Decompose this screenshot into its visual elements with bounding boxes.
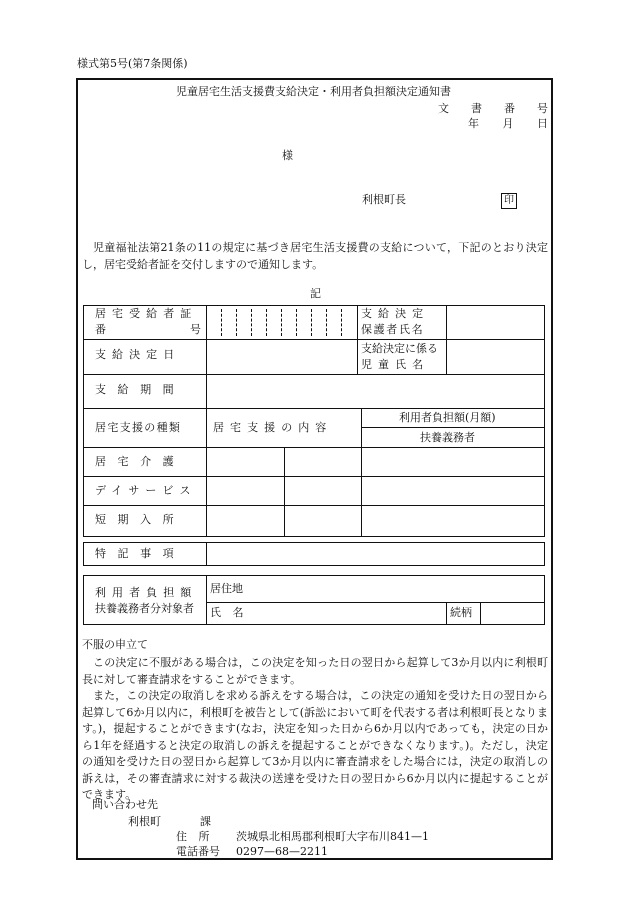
objection-title: 不服の申立て	[82, 638, 148, 651]
supporter-label: 扶養義務者	[420, 431, 475, 444]
support-type-label: 居宅支援の種類	[95, 421, 182, 434]
recipient-cert-label: 居宅受給者証	[95, 307, 198, 320]
burden-monthly-label: 利用者負担額(月額)	[399, 411, 496, 424]
table-line	[446, 305, 447, 374]
date-char: 月	[502, 117, 514, 130]
doc-char: 文	[438, 102, 449, 115]
doc-char: 番	[504, 102, 515, 115]
contact-dept: 課	[200, 815, 211, 828]
table-line	[206, 305, 207, 537]
table-line	[83, 447, 545, 448]
document-title: 児童居宅生活支援費支給決定・利用者負担額決定通知書	[176, 85, 451, 98]
contact-phone: 0297—68—2211	[236, 845, 328, 858]
seal-mark: 印	[501, 193, 517, 209]
support-content-label: 居宅支援の内容	[213, 421, 333, 434]
table-line	[83, 374, 545, 375]
objection-paragraph-2: また，この決定の取消しを求める訴えをする場合は，この決定の通知を受けた日の翌日から起算して6か月以内に，利根町を被告として(訴訟において町を代表する者は利根町長となります。)，提起することができます(なお，決定を知った日から6か月以内であっても，決定の日から1年を経過すると決定の取消しの訴えを提起することができなくなります。)。ただし，決定の通知を受けた日の翌日から起算して3か月以内に審査請求をした場合には，決定の取消しの訴えは，その審査請求に対する裁決の送達を受けた日の翌日から6か月以内に提起することができます。	[82, 689, 548, 801]
digit-divider	[311, 309, 312, 336]
ki-mark: 記	[310, 287, 321, 300]
issuer: 利根町長	[362, 193, 406, 206]
row-label-day-service: デイサービス	[95, 484, 197, 497]
recipient-cert-number-label	[95, 323, 201, 338]
document-number-label	[438, 102, 548, 116]
guardian-label: 支給決定	[361, 307, 430, 320]
table-line	[480, 602, 481, 625]
digit-divider	[281, 309, 282, 336]
digit-divider	[251, 309, 252, 336]
target-label-line1: 利用者負担額	[95, 586, 198, 599]
contact-town: 利根町	[128, 815, 161, 828]
form-number: 様式第5号(第7条関係)	[77, 57, 188, 70]
relation-label: 続柄	[450, 606, 472, 619]
objection-paragraph-1: この決定に不服がある場合は，この決定を知った日の翌日から起算して3か月以内に利根町長に対して審査請求をすることができます。	[82, 656, 548, 686]
name-label: 氏名	[210, 606, 256, 619]
guardian-name-label: 保護者氏名	[361, 323, 425, 336]
digit-divider	[326, 309, 327, 336]
table-line	[446, 602, 447, 625]
decision-date-label: 支給決定日	[95, 348, 181, 361]
row-label-home-care: 居宅介護	[95, 455, 186, 468]
address-label: 居住地	[210, 582, 243, 595]
digit-divider	[341, 309, 342, 336]
digit-divider	[221, 309, 222, 336]
digit-divider	[266, 309, 267, 336]
contact-title: 問い合わせ先	[92, 798, 158, 811]
doc-char: 号	[537, 102, 548, 115]
label-char: 号	[190, 323, 201, 336]
period-label: 支給期間	[95, 383, 186, 396]
table-line	[361, 408, 362, 537]
digit-divider	[296, 309, 297, 336]
special-notes-label: 特記事項	[95, 547, 186, 560]
table-line	[206, 575, 207, 625]
table-line	[206, 602, 545, 603]
table-line	[83, 408, 545, 409]
contact-phone-label: 電話番号	[176, 845, 220, 858]
contact-address: 茨城県北相馬郡利根町大字布川841—1	[236, 830, 429, 843]
date-char: 年	[468, 117, 479, 130]
addressee-suffix: 様	[282, 149, 293, 162]
child-name-label: 児童氏名	[361, 358, 430, 371]
table-line	[284, 447, 285, 537]
table-line	[357, 305, 358, 374]
label-char: 番	[95, 323, 106, 336]
table-line	[83, 505, 545, 506]
intro-paragraph: 児童福祉法第21条の11の規定に基づき居宅生活支援費の支給について，下記のとおり決定し，居宅受給者証を交付しますので通知します。	[82, 241, 548, 271]
table-line	[83, 339, 545, 340]
table-line	[83, 476, 545, 477]
table-line	[361, 427, 545, 428]
table-line	[206, 542, 207, 566]
date-char: 日	[537, 117, 548, 130]
row-label-short-stay: 短期入所	[95, 513, 186, 526]
digit-divider	[236, 309, 237, 336]
contact-address-label: 住所	[176, 830, 222, 843]
target-label-line2: 扶養義務者分対象者	[95, 602, 194, 615]
child-label: 支給決定に係る	[361, 342, 438, 355]
date-label	[468, 117, 548, 131]
doc-char: 書	[471, 102, 482, 115]
